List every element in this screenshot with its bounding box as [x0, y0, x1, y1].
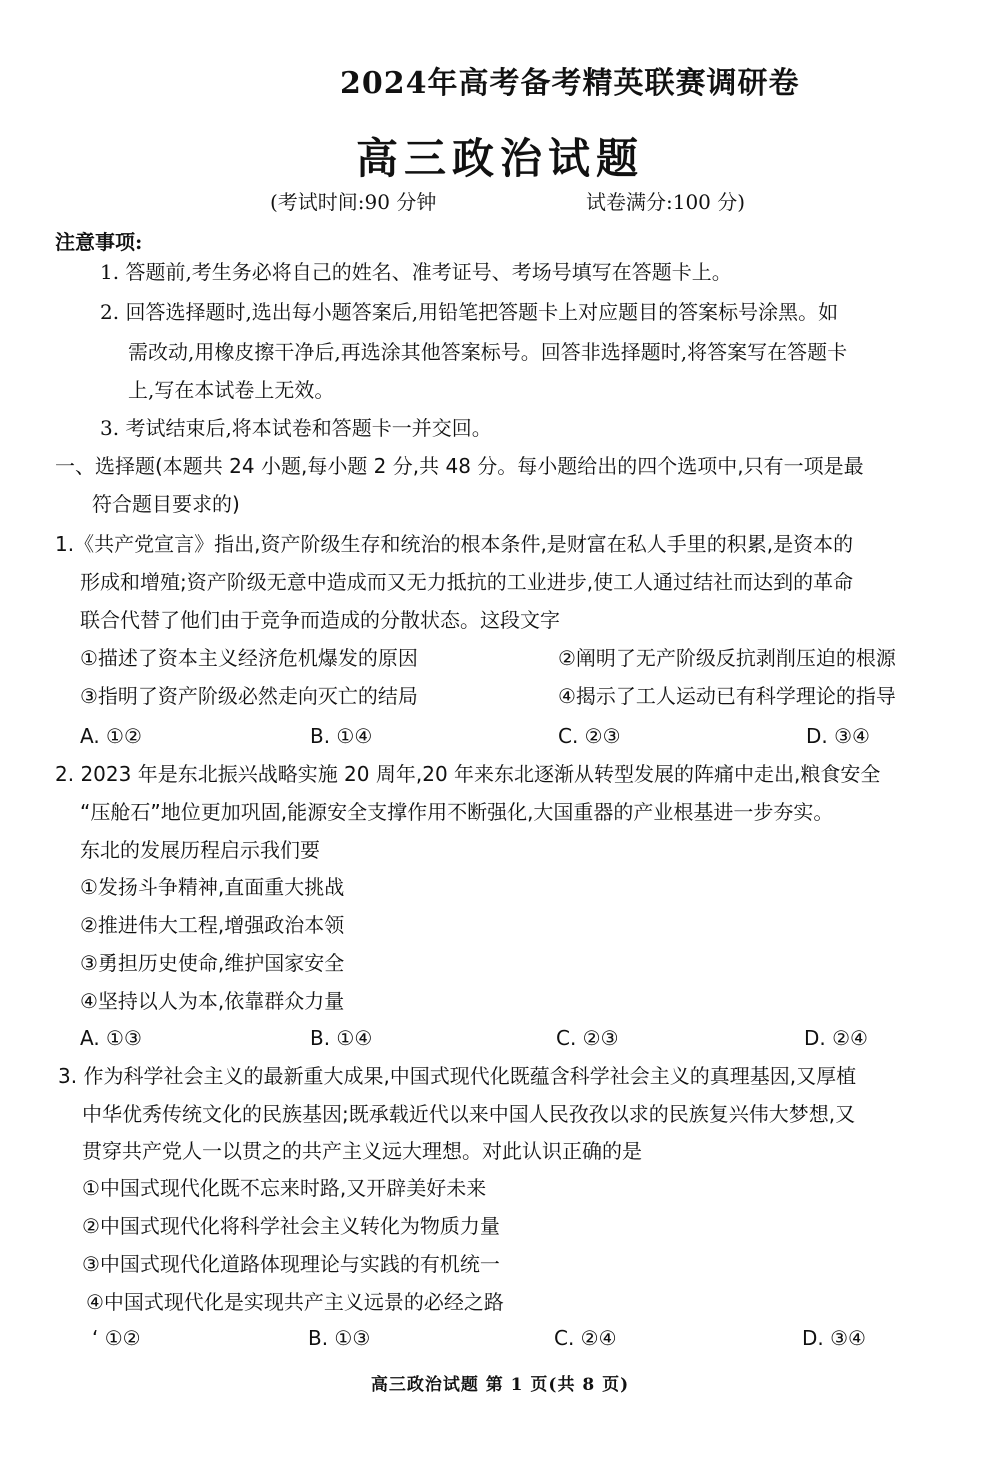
question-3-stem: 3. 作为科学社会主义的最新重大成果,中国式现代化既蕴含科学社会主义的真理基因,又厚植 [58, 1064, 857, 1088]
question-2-choice-b: B. ①④ [310, 1026, 373, 1050]
page-title: 高三政治试题 [355, 134, 644, 183]
question-1-item: ②阐明了无产阶级反抗剥削压迫的根源 [558, 646, 896, 670]
question-1-item: ④揭示了工人运动已有科学理论的指导 [558, 684, 896, 708]
question-2-item: ①发扬斗争精神,直面重大挑战 [80, 875, 345, 899]
question-2-stem: “压舱石”地位更加巩固,能源安全支撑作用不断强化,大国重器的产业根基进一步夯实。 [80, 800, 834, 824]
question-3-stem: 贯穿共产党人一以贯之的共产主义远大理想。对此认识正确的是 [82, 1139, 642, 1163]
question-1-choice-c: C. ②③ [558, 724, 621, 748]
question-1-choice-a: A. ①② [80, 724, 142, 748]
section-heading-cont: 符合题目要求的) [92, 492, 240, 516]
question-2-choice-c: C. ②③ [556, 1026, 619, 1050]
question-3-choice-a: ‘ ①② [92, 1326, 141, 1350]
question-2-item: ②推进伟大工程,增强政治本领 [80, 913, 345, 937]
question-1-choice-d: D. ③④ [806, 724, 870, 748]
question-1-stem: 1.《共产党宣言》指出,资产阶级生存和统治的根本条件,是财富在私人手里的积累,是资本的 [55, 532, 854, 556]
notice-item: 3. 考试结束后,将本试卷和答题卡一并交回。 [100, 416, 492, 440]
question-1-stem: 联合代替了他们由于竞争而造成的分散状态。这段文字 [80, 608, 560, 632]
notice-item: 1. 答题前,考生务必将自己的姓名、准考证号、考场号填写在答题卡上。 [100, 260, 732, 284]
section-heading: 一、选择题(本题共 24 小题,每小题 2 分,共 48 分。每小题给出的四个选项中,只有一项是最 [55, 454, 864, 478]
question-2-stem: 2. 2023 年是东北振兴战略实施 20 周年,20 年来东北逐渐从转型发展的阵痛中走出,粮食安全 [55, 762, 881, 786]
exam-score: 试卷满分:100 分) [586, 190, 746, 214]
question-1-choice-b: B. ①④ [310, 724, 373, 748]
notice-item: 需改动,用橡皮擦干净后,再选涂其他答案标号。回答非选择题时,将答案写在答题卡 [128, 340, 848, 364]
exam-header: 2024年高考备考精英联赛调研卷 [340, 66, 800, 101]
page-footer: 高三政治试题 第 1 页(共 8 页) [370, 1375, 630, 1395]
question-2-choice-a: A. ①③ [80, 1026, 142, 1050]
question-1-stem: 形成和增殖;资产阶级无意中造成而又无力抵抗的工业进步,使工人通过结社而达到的革命 [80, 570, 854, 594]
question-3-item: ④中国式现代化是实现共产主义远景的必经之路 [86, 1290, 504, 1314]
question-3-item: ③中国式现代化道路体现理论与实践的有机统一 [82, 1252, 500, 1276]
question-2-stem: 东北的发展历程启示我们要 [80, 838, 320, 862]
question-2-item: ④坚持以人为本,依靠群众力量 [80, 989, 345, 1013]
question-3-choice-c: C. ②④ [554, 1326, 617, 1350]
question-3-item: ①中国式现代化既不忘来时路,又开辟美好未来 [82, 1176, 487, 1200]
exam-info [270, 186, 746, 215]
question-2-item: ③勇担历史使命,维护国家安全 [80, 951, 345, 975]
question-1-item: ①描述了资本主义经济危机爆发的原因 [80, 646, 418, 670]
notice-item: 2. 回答选择题时,选出每小题答案后,用铅笔把答题卡上对应题目的答案标号涂黑。如 [100, 300, 839, 324]
question-1-item: ③指明了资产阶级必然走向灭亡的结局 [80, 684, 418, 708]
question-3-choice-b: B. ①③ [308, 1326, 371, 1350]
notice-heading: 注意事项: [55, 230, 143, 254]
exam-time: (考试时间:90 分钟 [270, 190, 437, 214]
question-3-stem: 中华优秀传统文化的民族基因;既承载近代以来中国人民孜孜以求的民族复兴伟大梦想,又 [82, 1102, 856, 1126]
notice-item: 上,写在本试卷上无效。 [128, 378, 335, 402]
question-2-choice-d: D. ②④ [804, 1026, 868, 1050]
question-3-choice-d: D. ③④ [802, 1326, 866, 1350]
question-3-item: ②中国式现代化将科学社会主义转化为物质力量 [82, 1214, 500, 1238]
